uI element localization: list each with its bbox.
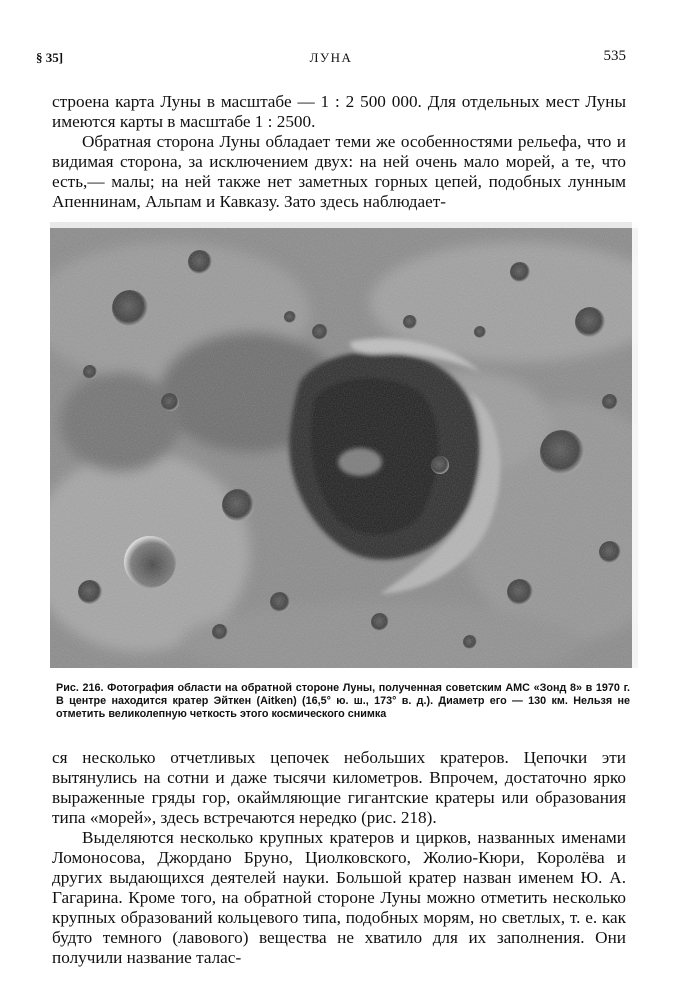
- section-reference: § 35]: [36, 50, 64, 65]
- body-text-top: [52, 92, 626, 212]
- paragraph-crater-chains: ся несколько отчетливых цепочек небольших кратеров. Цепочки эти вытянулись на сотни и даже тысячи километров. Впрочем, достаточно ярко выраженные гряды гор, окаймляющие гигантские кратеры или образования типа «морей», здесь встречаются нередко (рис. 218).: [52, 748, 626, 827]
- paragraph-continuation: строена карта Луны в масштабе — 1 : 2 500 000. Для отдельных мест Луны имеются карты в масштабе 1 : 2500.: [52, 92, 626, 131]
- body-text-bottom: [52, 748, 626, 968]
- moon-photograph: [50, 222, 638, 668]
- moon-surface-image: [50, 222, 638, 668]
- chapter-title: ЛУНА: [309, 50, 353, 65]
- running-header: [36, 48, 626, 68]
- paragraph-far-side: Обратная сторона Луны обладает теми же особенностями рельефа, что и видимая сторона, за исключением двух: на ней очень мало морей, а те, что есть,— малы; на ней также нет заметных горных цепей, подобных лунным Апеннинам, Альпам и Кавказу. Зато здесь наблюдает-: [52, 132, 626, 211]
- page-number: 535: [603, 48, 626, 64]
- figure-caption: Рис. 216. Фотография области на обратной стороне Луны, полученная советским АМС «Зонд 8» в 1970 г. В центре находится кратер Эйткен (Aitken) (16,5° ю. ш., 173° в. д.). Диаметр его — 130 км. Нельзя не отметить великолепную четкость этого космического снимка: [56, 682, 630, 720]
- paragraph-crater-names: Выделяются несколько крупных кратеров и цирков, названных именами Ломоносова, Джордано Бруно, Циолковского, Жолио-Кюри, Королёва и других выдающихся деятелей науки. Большой кратер назван именем Ю. А. Гагарина. Кроме того, на обратной стороне Луны можно отметить несколько крупных образований кольцевого типа, подобных морям, но светлых, т. е. как будто темного (лавового) вещества не хватило для их заполнения. Они получили название талас-: [52, 828, 626, 967]
